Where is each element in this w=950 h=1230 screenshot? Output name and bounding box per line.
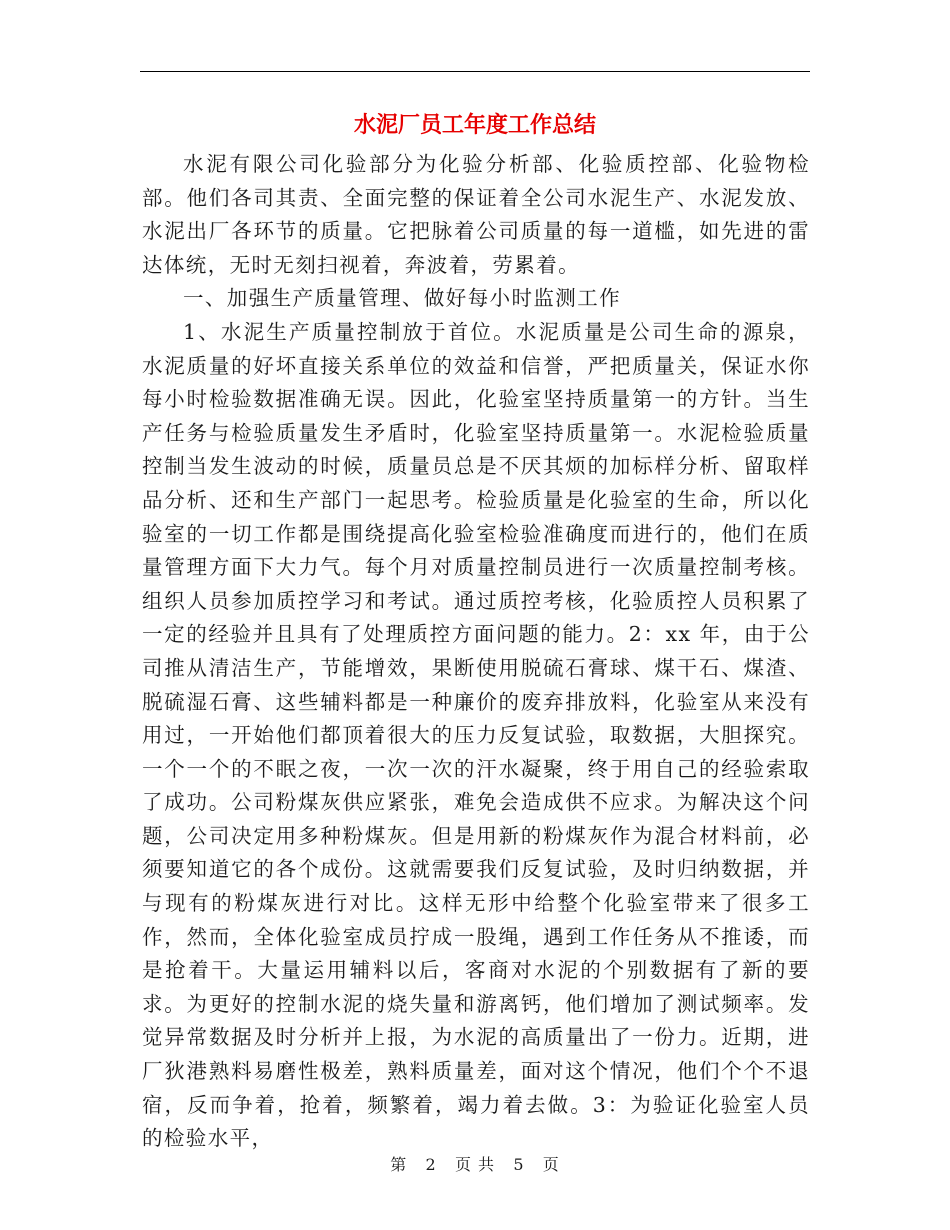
footer-prefix: 第 [390,1155,408,1174]
section-heading: 一、加强生产质量管理、做好每小时监测工作 [183,286,621,311]
page-footer [0,1153,950,1177]
document-body [142,148,810,1156]
footer-current-page: 2 [425,1155,437,1174]
footer-middle: 页 共 [454,1155,496,1174]
footer-suffix: 页 [542,1155,560,1174]
paragraph-intro: 水泥有限公司化验部分为化验分析部、化验质控部、化验物检部。他们各司其责、全面完整的保证着全公司水泥生产、水泥发放、水泥出厂各环节的质量。它把脉着公司质量的每一道槛，如先进的雷达体统，无时无刻扫视着，奔波着，劳累着。 [142,152,810,277]
paragraph-quality-control: 1、水泥生产质量控制放于首位。水泥质量是公司生命的源泉，水泥质量的好坏直接关系单位的效益和信誉，严把质量关，保证水你每小时检验数据准确无误。因此，化验室坚持质量第一的方针。当生产任务与检验质量发生矛盾时，化验室坚持质量第一。水泥检验质量控制当发生波动的时候，质量员总是不厌其烦的加标样分析、留取样品分析、还和生产部门一起思考。检验质量是化验室的生命，所以化验室的一切工作都是围绕提高化验室检验准确度而进行的，他们在质量管理方面下大力气。每个月对质量控制员进行一次质量控制考核。组织人员参加质控学习和考试。通过质控考核，化验质控人员积累了一定的经验并且具有了处理质控方面问题的能力。2：xx 年，由于公司推从清洁生产，节能增效，果断使用脱硫石膏球、煤干石、煤渣、脱硫湿石膏、这些辅料都是一种廉价的废弃排放料，化验室从来没有用过，一开始他们都顶着很大的压力反复试验，取数据，大胆探究。一个一个的不眠之夜，一次一次的汗水凝聚，终于用自己的经验索取了成功。公司粉煤灰供应紧张，难免会造成供不应求。为解决这个问题，公司决定用多种粉煤灰。但是用新的粉煤灰作为混合材料前，必须要知道它的各个成份。这就需要我们反复试验，及时归纳数据，并与现有的粉煤灰进行对比。这样无形中给整个化验室带来了很多工作，然而，全体化验室成员拧成一股绳，遇到工作任务从不推诿，而是抢着干。大量运用辅料以后，客商对水泥的个别数据有了新的要求。为更好的控制水泥的烧失量和游离钙，他们增加了测试频率。发觉异常数据及时分析并上报，为水泥的高质量出了一份力。近期，进厂狄港熟料易磨性极差，熟料质量差，面对这个情况，他们个个不退宿，反而争着，抢着，频繁着，竭力着去做。3：为验证化验室人员的检验水平， [142,319,810,1151]
footer-total-pages: 5 [513,1155,525,1174]
page-title: 水泥厂员工年度工作总结 [353,113,596,138]
header-rule [140,71,810,72]
